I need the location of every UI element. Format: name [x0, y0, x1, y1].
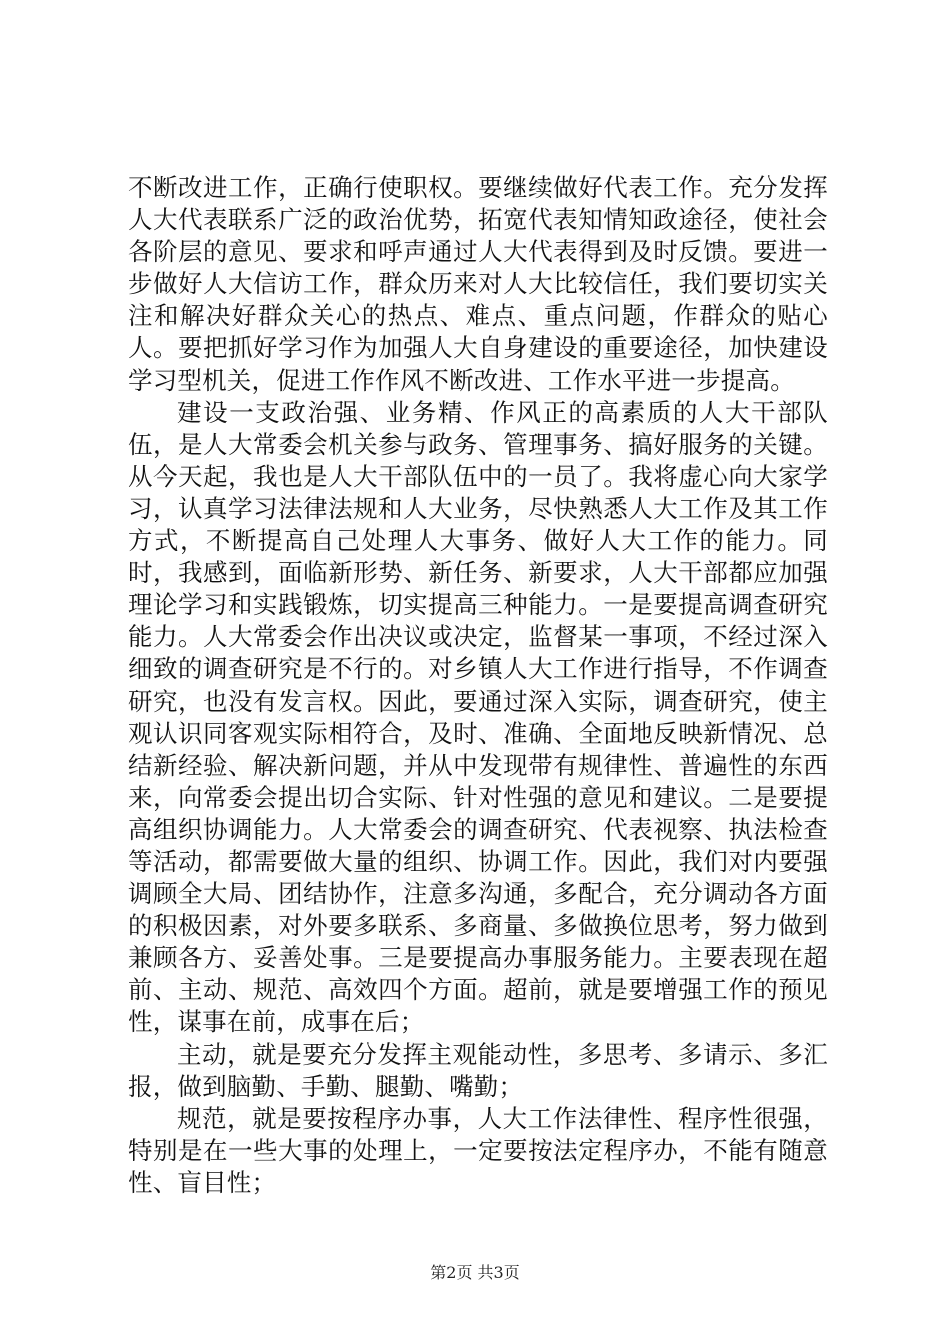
paragraph-2: 建设一支政治强、业务精、作风正的高素质的人大干部队伍，是人大常委会机关参与政务、管理事务、搞好服务的关键。从今天起，我也是人大干部队伍中的一员了。我将虚心向大家学习，认真学习法律法规和人大业务，尽快熟悉人大工作及其工作方式，不断提高自己处理人大事务、做好人大工作的能力。同时，我感到，面临新形势、新任务、新要求，人大干部都应加强理论学习和实践锻炼，切实提高三种能力。一是要提高调查研究能力。人大常委会作出决议或决定，监督某一事项，不经过深入细致的调查研究是不行的。对乡镇人大工作进行指导，不作调查研究，也没有发言权。因此，要通过深入实际，调查研究，使主观认识同客观实际相符合，及时、准确、全面地反映新情况、总结新经验、解决新问题，并从中发现带有规律性、普遍性的东西来，向常委会提出切合实际、针对性强的意见和建议。二是要提高组织协调能力。人大常委会的调查研究、代表视察、执法检查等活动，都需要做大量的组织、协调工作。因此，我们对内要强调顾全大局、团结协作，注意多沟通，多配合，充分调动各方面的积极因素，对外要多联系、多商量、多做换位思考，努力做到兼顾各方、妥善处事。三是要提高办事服务能力。主要表现在超前、主动、规范、高效四个方面。超前，就是要增强工作的预见性，谋事在前，成事在后； [128, 397, 828, 1037]
document-body [128, 172, 828, 1199]
paragraph-1: 不断改进工作，正确行使职权。要继续做好代表工作。充分发挥人大代表联系广泛的政治优势，拓宽代表知情知政途径，使社会各阶层的意见、要求和呼声通过人大代表得到及时反馈。要进一步做好人大信访工作，群众历来对人大比较信任，我们要切实关注和解决好群众关心的热点、难点、重点问题，作群众的贴心人。要把抓好学习作为加强人大自身建设的重要途径，加快建设学习型机关，促进工作作风不断改进、工作水平进一步提高。 [128, 173, 828, 395]
paragraph-4: 规范，就是要按程序办事，人大工作法律性、程序性很强，特别是在一些大事的处理上，一定要按法定程序办，不能有随意性、盲目性； [128, 1103, 828, 1197]
page-number-footer: 第2页 共3页 [430, 1263, 520, 1282]
paragraph-3: 主动，就是要充分发挥主观能动性，多思考、多请示、多汇报，做到脑勤、手勤、腿勤、嘴勤； [128, 1039, 828, 1101]
